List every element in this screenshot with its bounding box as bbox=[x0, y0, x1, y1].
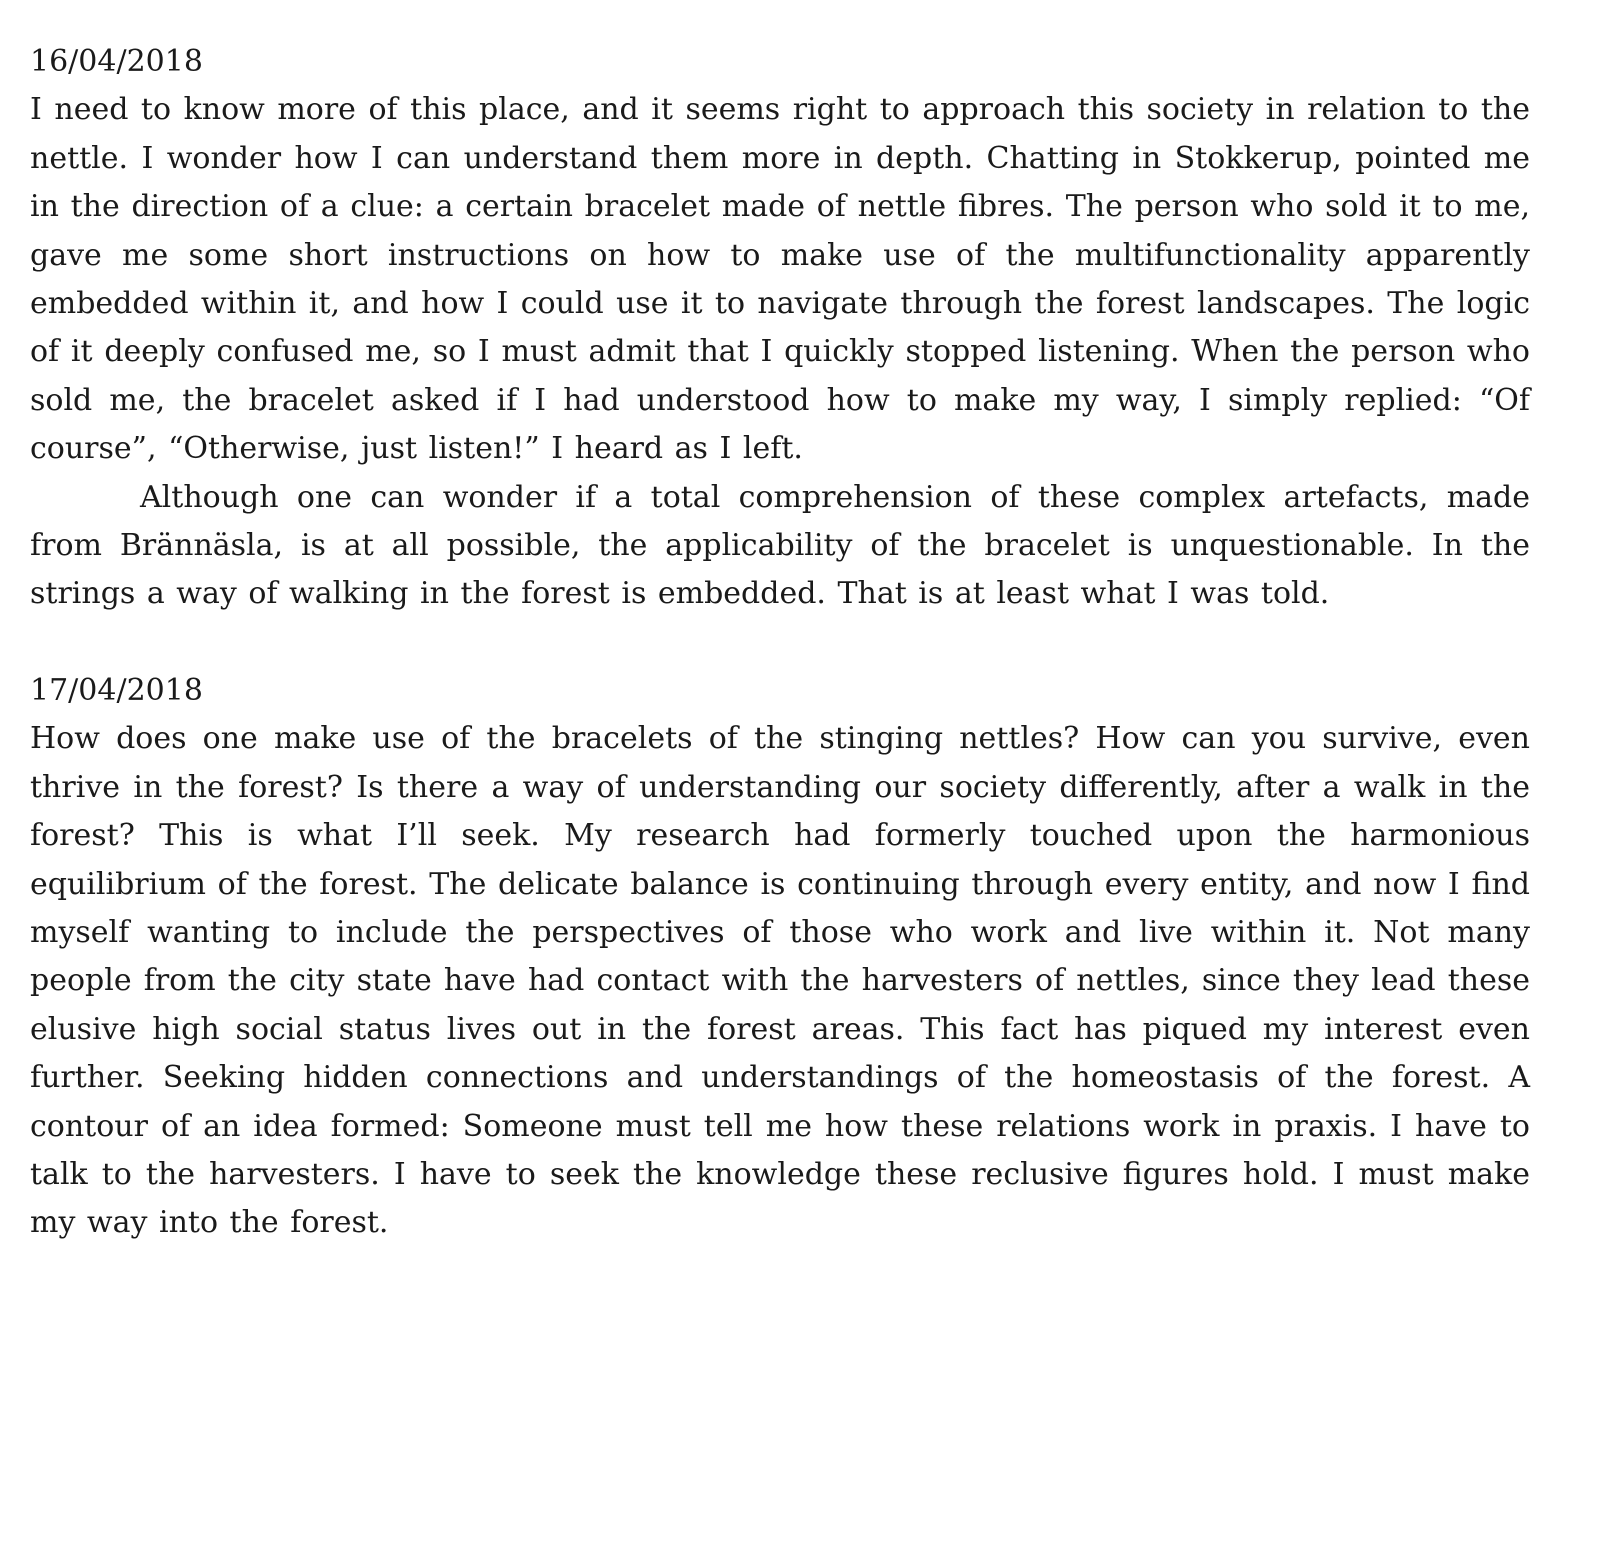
entry-date: 16/04/2018 bbox=[30, 44, 203, 79]
entry-date: 17/04/2018 bbox=[30, 672, 203, 708]
entry-paragraph: How does one make use of the bracelets of the stinging nettles? How can you survive, even thrive in the forest? Is there a way of understanding our society differently, after a walk in the forest? This is what I’ll seek. My research had formerly touched upon the harmonious equilibrium of the forest. The delicate balance is continuing through every entity, and now I find myself wanting to include the perspectives of those who work and live within it. Not many people from the city state have had contact with the harvesters of nettles, since they lead these elusive high social status lives out in the forest areas. This fact has piqued my interest even further. Seeking hidden connections and understandings of the homeostasis of the forest. A contour of an idea formed: Someone must tell me how these relations work in praxis. I have to talk to the harvesters. I have to seek the knowledge these reclusive figures hold. I must make my way into the forest. bbox=[30, 721, 1530, 1241]
entry-paragraph: I need to know more of this place, and it seems right to approach this society in relation to the nettle. I wonder how I can understand them more in depth. Chatting in Stokkerup, pointed me in the direction of a clue: a certain bracelet made of nettle fibres. The person who sold it to me, gave me some short instructions on how to make use of the multifunctionality apparently embedded within it, and how I could use it to navigate through the forest landscapes. The logic of it deeply confused me, so I must admit that I quickly stopped listening. When the person who sold me, the bracelet asked if I had understood how to make my way, I simply replied: “Of course”, “Otherwise, just listen!” I heard as I left. bbox=[30, 92, 1530, 467]
journal-entry bbox=[30, 667, 1530, 1248]
journal-page bbox=[30, 38, 1530, 1248]
entry-paragraph: Although one can wonder if a total comprehension of these complex artefacts, made from Brännäsla, is at all possible, the applicability of the bracelet is unquestionable. In the strings a way of walking in the forest is embedded. That is at least what I was told. bbox=[30, 479, 1530, 612]
journal-entry bbox=[30, 38, 1530, 619]
